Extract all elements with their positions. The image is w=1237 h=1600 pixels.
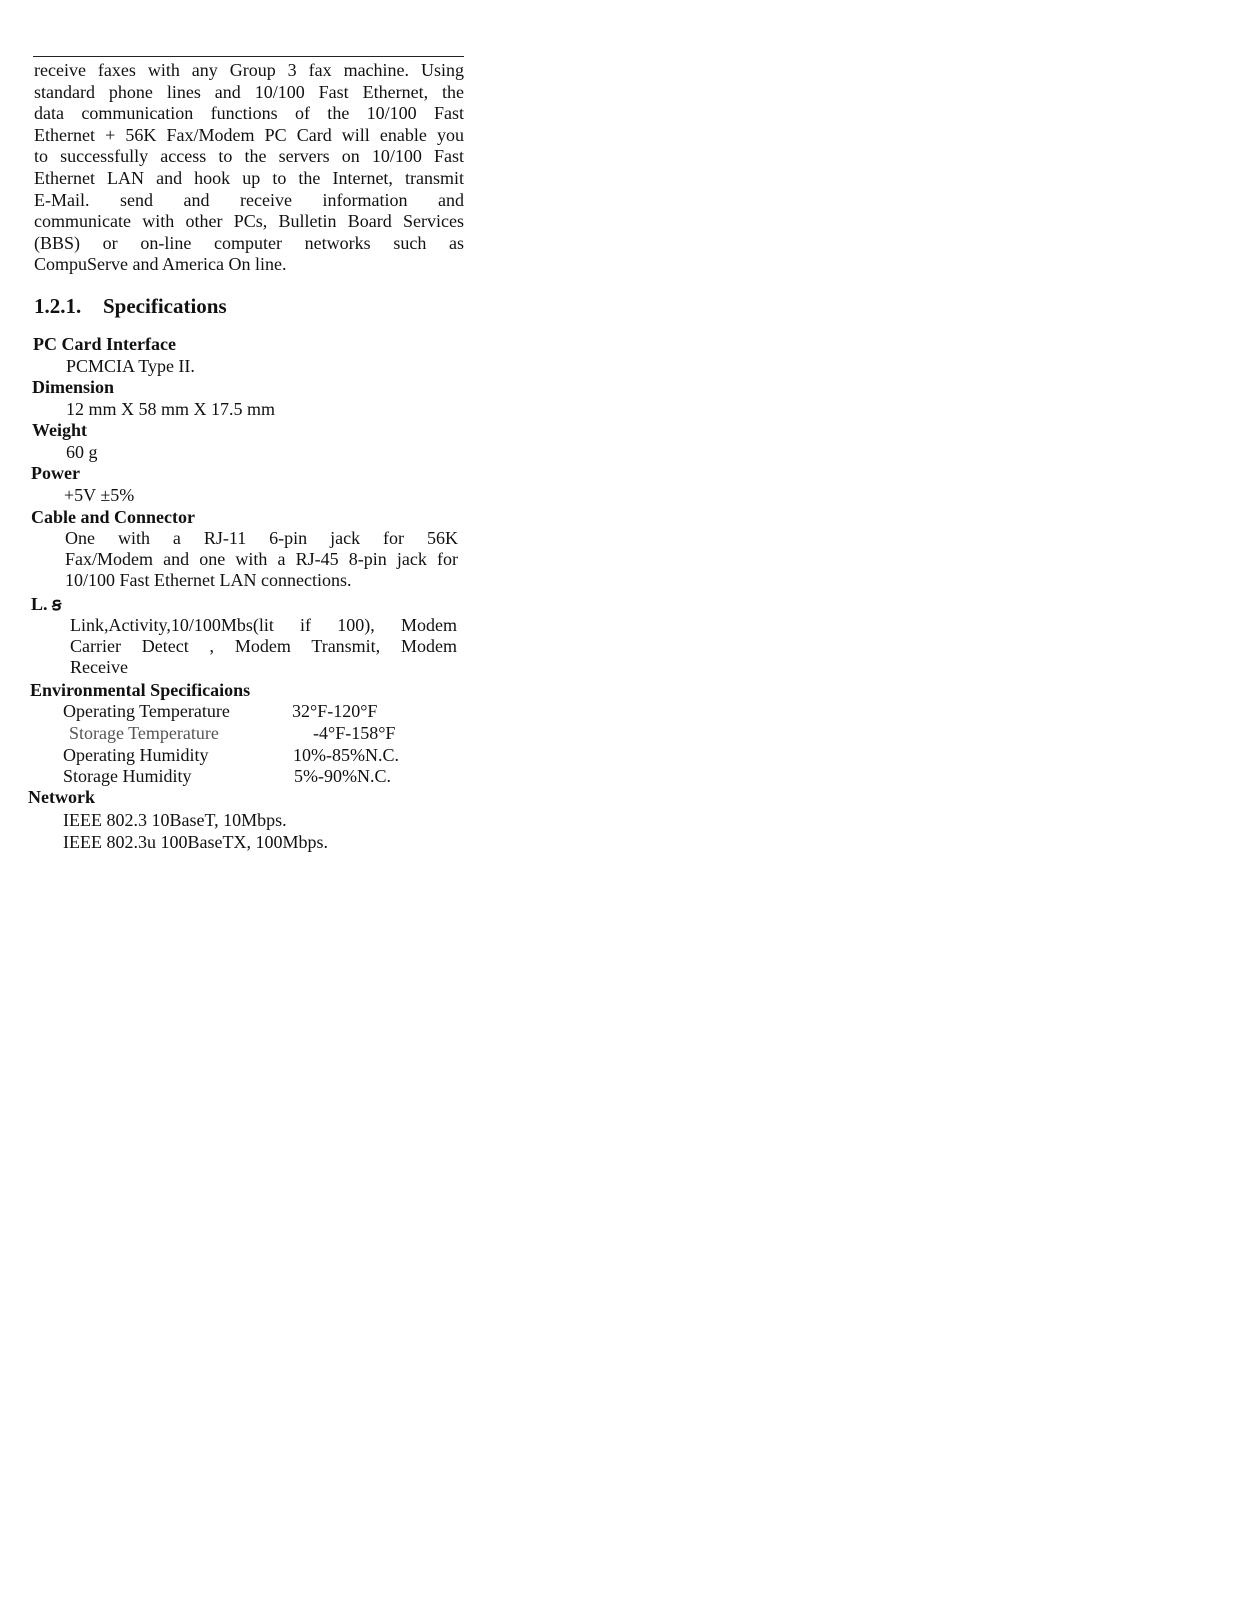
spec-block-cable-connector — [65, 528, 458, 591]
spec-value-power: +5V ±5% — [64, 485, 135, 505]
intro-line: (BBS) or on-line computer networks such as — [34, 232, 464, 253]
spec-heading-network: Network — [28, 787, 95, 807]
env-value: 5%-90%N.C. — [294, 766, 391, 786]
section-heading — [34, 294, 227, 319]
spec-line: Fax/Modem and one with a RJ-45 8-pin jack for — [65, 549, 458, 569]
spec-block-leds — [70, 615, 457, 678]
intro-line: data communication functions of the 10/100 Fast — [34, 103, 464, 124]
header-rule — [33, 56, 464, 57]
intro-line: communicate with other PCs, Bulletin Board Services — [34, 211, 464, 232]
env-row-storage-temperature — [69, 722, 469, 744]
env-label: Storage Temperature — [69, 723, 219, 743]
spec-value-network-line: IEEE 802.3u 100BaseTX, 100Mbps. — [63, 832, 328, 852]
spec-heading-pc-card-interface: PC Card Interface — [33, 334, 176, 354]
env-label: Storage Humidity — [63, 766, 192, 786]
section-number: 1.2.1. — [34, 294, 82, 318]
spec-value-dimension: 12 mm X 58 mm X 17.5 mm — [66, 399, 276, 419]
env-row-storage-humidity — [63, 765, 463, 787]
spec-value-network-line: IEEE 802.3 10BaseT, 10Mbps. — [63, 810, 287, 830]
spec-heading-power: Power — [31, 463, 80, 483]
env-value: 10%-85%N.C. — [293, 745, 399, 765]
intro-line: Ethernet + 56K Fax/Modem PC Card will enable you — [34, 124, 464, 145]
intro-line: Ethernet LAN and hook up to the Internet, transmit — [34, 167, 464, 188]
env-value: -4°F-158°F — [313, 723, 396, 743]
intro-line: CompuServe and America On line. — [34, 254, 287, 275]
intro-line: E-Mail. send and receive information and — [34, 189, 464, 210]
section-title: Specifications — [103, 294, 227, 318]
spec-line: Receive — [70, 657, 128, 677]
spec-line: One with a RJ-11 6-pin jack for 56K — [65, 528, 458, 548]
spec-heading-weight: Weight — [32, 420, 88, 440]
spec-heading-dimension: Dimension — [32, 377, 115, 397]
spec-value-weight: 60 g — [66, 442, 98, 462]
env-value: 32°F-120°F — [292, 701, 378, 721]
spec-heading-environmental: Environmental Specificaions — [30, 680, 251, 700]
intro-paragraph — [34, 60, 464, 276]
spec-line: Carrier Detect , Modem Transmit, Modem — [70, 636, 457, 656]
spec-line: 10/100 Fast Ethernet LAN connections. — [65, 570, 352, 590]
spec-heading-cable-connector: Cable and Connector — [31, 507, 196, 527]
spec-line: Link,Activity,10/100Mbs(lit if 100), Modem — [70, 615, 457, 635]
intro-line: standard phone lines and 10/100 Fast Ethernet, the — [34, 81, 464, 102]
env-row-operating-temperature — [63, 700, 463, 722]
env-label: Operating Temperature — [63, 701, 230, 721]
intro-line: receive faxes with any Group 3 fax machine. Using — [34, 60, 464, 80]
env-label: Operating Humidity — [63, 745, 209, 765]
spec-heading-leds: L. ꞩ — [31, 594, 62, 614]
intro-line: to successfully access to the servers on 10/100 Fast — [34, 146, 464, 167]
spec-value-pc-card-interface: PCMCIA Type II. — [66, 356, 195, 376]
env-row-operating-humidity — [63, 744, 463, 766]
